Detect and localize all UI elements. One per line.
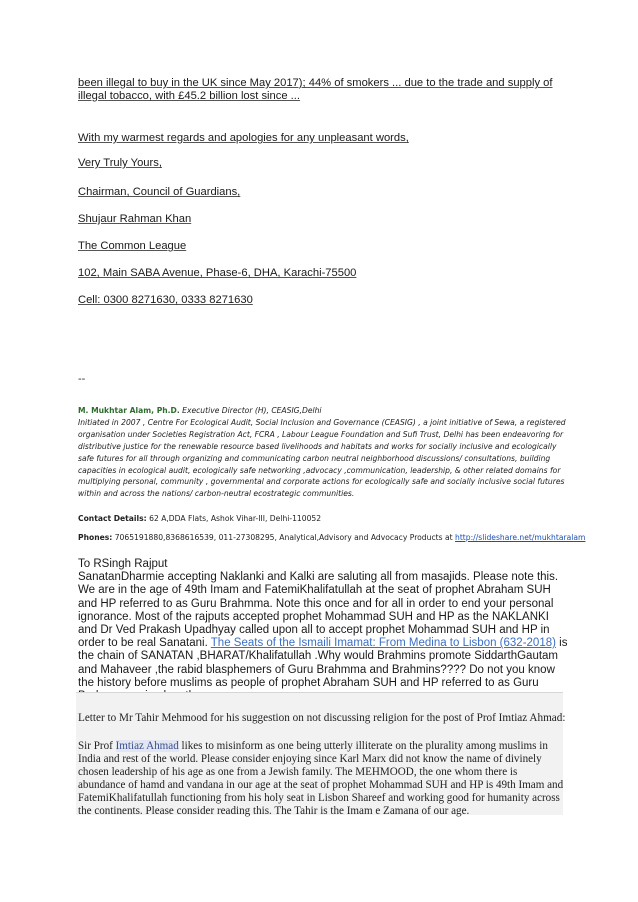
letter-cell: Cell: 0300 8271630, 0333 8271630	[78, 294, 253, 306]
letter-regards: With my warmest regards and apologies for any unpleasant words,	[78, 132, 409, 144]
quoted-letter-title: Letter to Mr Tahir Mehmood for his suggestion on not discussing religion for the post of Prof Imtiaz Ahmad:	[78, 712, 566, 724]
signature-contact	[78, 513, 568, 525]
signature-name: M. Mukhtar Alam, Ph.D.	[78, 406, 180, 415]
email-signature	[78, 405, 568, 500]
quoted-letter-text: likes to misinform as one being utterly illiterate on the plurality among muslims in India and rest of the world. Please consider enjoying since Karl Marx did not know the name of divinely chosen leadership of his age as one from a Jewish family. The MEHMOOD, the one whom there is abundance of hamd and vandana in our age at the seat of prophet Mohammad SUH and HP is 49th Imam and FatemiKhalifatullah functioning from his holy seat in Lisbon Shareef and working good for humanity across the continents. Please consider reading this. The Tahir is the Imam e Zamana of our age.	[78, 740, 564, 818]
contact-label: Contact Details:	[78, 514, 147, 523]
signature-phones	[78, 532, 586, 544]
highlighted-name: Imtiaz Ahmad	[115, 740, 179, 752]
phones-value: 7065191880,8368616539, 011-27308295, Analytical,Advisory and Advocacy Products at	[112, 533, 456, 542]
quoted-letter-prefix: Sir Prof	[78, 740, 116, 752]
letter-closing: Very Truly Yours,	[78, 157, 162, 169]
reply-paragraph-1: SanatanDharmie accepting Naklanki and Kalki are saluting all from masajids. Please note this. We are in the age of 49th Imam and FatemiKhalifatullah at the seat of prophet Abraham SUH and HP referred to as Guru Brahmma. Note this once and for all in order to end your personal ignorance. Most of the rajputs accepted prophet Mohammad SUH and HP as the NAKLANKI and Dr Ved Prakash Upadhyay called upon all to accept prophet Mohammad SUH and HP in order to be real Sanatani.	[78, 571, 559, 650]
letter-intro	[78, 77, 568, 103]
signature-separator: --	[78, 373, 86, 385]
ismaili-imamat-link[interactable]: The Seats of the Ismaili Imamat: From Medina to Lisbon (632-2018)	[210, 637, 556, 650]
signature-description: Initiated in 2007 , Centre For Ecological Audit, Social Inclusion and Governance (CEASIG) , a joint initiative of Sewa, a registered organisation under Societies Registration Act, FCRA , Labour League Foundation and Sufi Trust, Delhi has been endeavoring for distributive justice for the renewable resource based livelihoods and habitats and works for socially inclusive and ecologically safe futures for all through organizing and communicating carbon neutral neighborhood discussions/ consultations, building capacities in ecological audit, ecologically safe networking ,advocacy ,communication, leadership, & other related domains for multiplying personal, community , governmental and corporate actions for ecologically safe and socially inclusive social futures within and across the nations/ carbon-neutral ecostrategic communities.	[78, 417, 566, 499]
quoted-letter-body	[78, 740, 564, 819]
letter-intro-line-1: been illegal to buy in the UK since May 2017); 44% of smokers ... due to the trade and supply of	[78, 77, 553, 89]
letter-signatory-name: Shujaur Rahman Khan	[78, 213, 192, 225]
letter-address: 102, Main SABA Avenue, Phase-6, DHA, Karachi-75500	[78, 267, 357, 279]
letter-intro-line-2: illegal tobacco, with £45.2 billion lost since ...	[78, 90, 301, 102]
reply-recipient: To RSingh Rajput	[78, 558, 168, 570]
slideshare-link[interactable]: http://slideshare.net/mukhtaralam	[455, 533, 586, 542]
phones-label: Phones:	[78, 533, 113, 542]
reply-to-rsingh	[78, 558, 570, 703]
reply-paragraph-2: is the chain of SANATAN ,BHARAT/Khalifatullah .Why would Brahmins promote SiddarthGautam and Mahaveer ,the rabid blasphemers of Guru Brahmma and Brahmins???? Do not you know the history before muslims as people of prophet Abraham SUH and HP referred to as Guru	[78, 637, 568, 689]
letter-organization: The Common League	[78, 240, 187, 252]
letter-signatory-title: Chairman, Council of Guardians,	[78, 186, 241, 198]
contact-address: 62 A,DDA Flats, Ashok Vihar-III, Delhi-110052	[146, 514, 322, 523]
signature-role: Executive Director (H), CEASIG,Delhi	[179, 406, 322, 415]
